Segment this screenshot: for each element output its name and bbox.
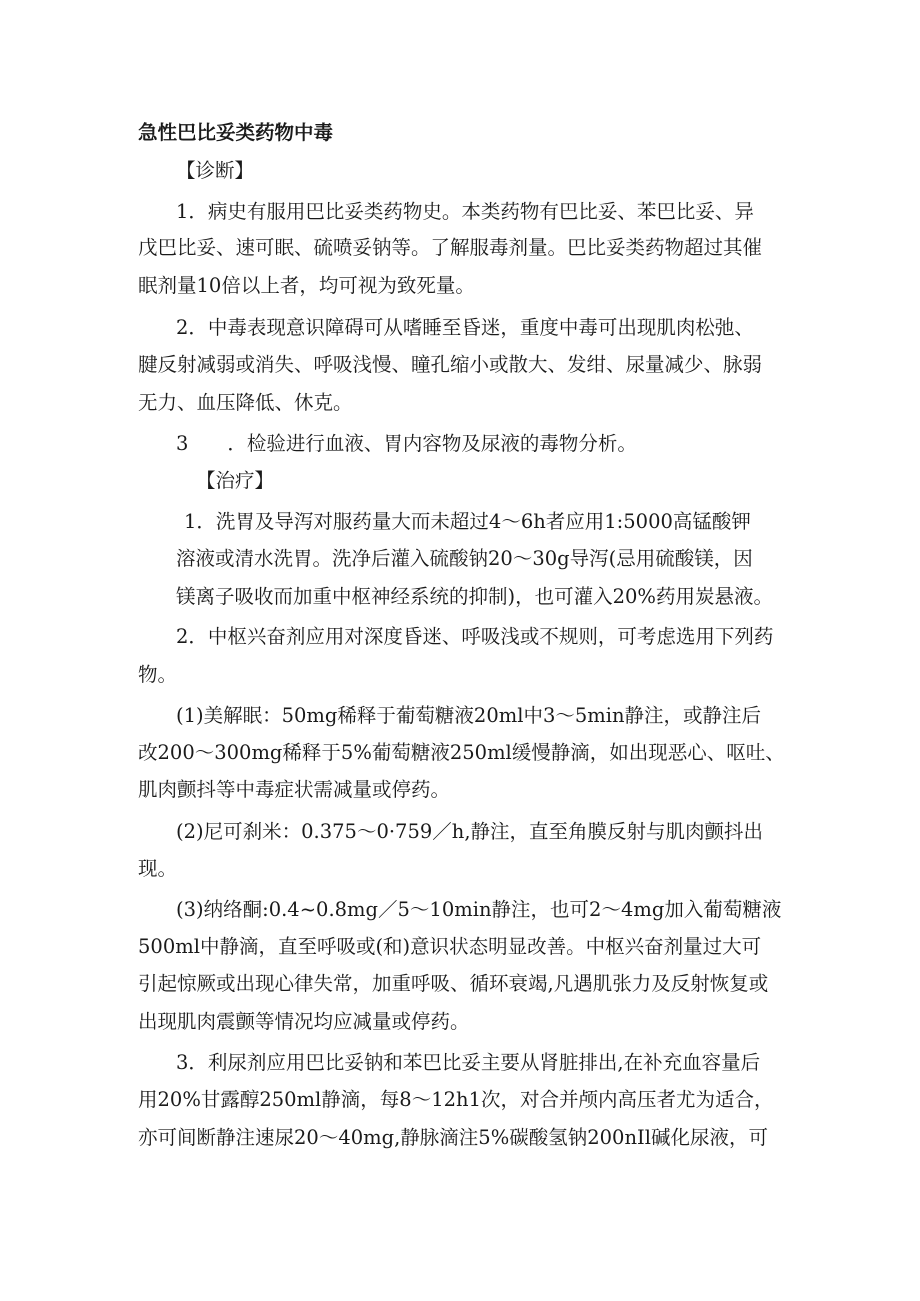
paragraph-line: (3)纳络酮:0.4~0.8mg／5～10min静注，也可2～4mg加入葡萄糖液 bbox=[176, 898, 782, 921]
paragraph-line: 500ml中静滴，直至呼吸或(和)意识状态明显改善。中枢兴奋剂量过大可 bbox=[138, 935, 762, 958]
paragraph-line: 腱反射减弱或消失、呼吸浅慢、瞳孔缩小或散大、发绀、尿量减少、脉弱 bbox=[138, 353, 763, 376]
paragraph-line: 肌肉颤抖等中毒症状需减量或停药。 bbox=[138, 778, 451, 801]
paragraph-line: 1．洗胃及导泻对服药量大而未超过4～6h者应用1:5000高锰酸钾 bbox=[184, 510, 751, 533]
paragraph-line: 物。 bbox=[138, 663, 178, 686]
paragraph-line: 3．利尿剂应用巴比妥钠和苯巴比妥主要从肾脏排出,在补充血容量后 bbox=[176, 1051, 761, 1074]
paragraph-line: 溶液或清水洗胃。洗净后灌入硫酸钠20～30g导泻(忌用硫酸镁，因 bbox=[176, 547, 753, 570]
paragraph-line: 眠剂量10倍以上者，均可视为致死量。 bbox=[138, 274, 475, 297]
paragraph-line: (2)尼可刹米：0.375～0·759／h,静注，直至角膜反射与肌肉颤抖出 bbox=[176, 820, 764, 843]
paragraph-line: 亦可间断静注速尿20～40mg,静脉滴注5%碳酸氢钠200nIl碱化尿液，可 bbox=[138, 1126, 768, 1149]
paragraph-line: 镁离子吸收而加重中枢神经系统的抑制)，也可灌入20%药用炭悬液。 bbox=[176, 585, 773, 608]
paragraph-line: 戊巴比妥、速可眠、硫喷妥钠等。了解服毒剂量。巴比妥类药物超过其催 bbox=[138, 236, 763, 259]
paragraph-line: 3 ．检验进行血液、胃内容物及尿液的毒物分析。 bbox=[176, 432, 637, 455]
paragraph-line: 用20%甘露醇250ml静滴，每8～12h1次，对合并颅内高压者尤为适合， bbox=[138, 1088, 774, 1111]
paragraph-line: 2．中枢兴奋剂应用对深度昏迷、呼吸浅或不规则，可考虑选用下列药 bbox=[176, 625, 774, 648]
paragraph-line: 改200～300mg稀释于5%葡萄糖液250ml缓慢静滴，如出现恶心、呕吐、 bbox=[138, 741, 785, 764]
paragraph-line: 出现肌肉震颤等情况均应减量或停药。 bbox=[138, 1010, 470, 1033]
paragraph-line: (1)美解眠：50mg稀释于葡萄糖液20ml中3～5min静注，或静注后 bbox=[176, 704, 762, 727]
paragraph-line: 1．病史有服用巴比妥类药物史。本类药物有巴比妥、苯巴比妥、异 bbox=[176, 200, 754, 223]
paragraph-line: 引起惊厥或出现心律失常，加重呼吸、循环衰竭,凡遇肌张力及反射恢复或 bbox=[138, 972, 769, 995]
paragraph-line: 2．中毒表现意识障碍可从嗜睡至昏迷，重度中毒可出现肌肉松弛、 bbox=[176, 316, 754, 339]
paragraph-line: 无力、血压降低、休克。 bbox=[138, 391, 353, 414]
diagnosis-heading: 【诊断】 bbox=[176, 159, 255, 182]
treatment-heading: 【治疗】 bbox=[196, 469, 275, 492]
page-title: 急性巴比妥类药物中毒 bbox=[138, 121, 334, 144]
paragraph-line: 现。 bbox=[138, 857, 178, 880]
